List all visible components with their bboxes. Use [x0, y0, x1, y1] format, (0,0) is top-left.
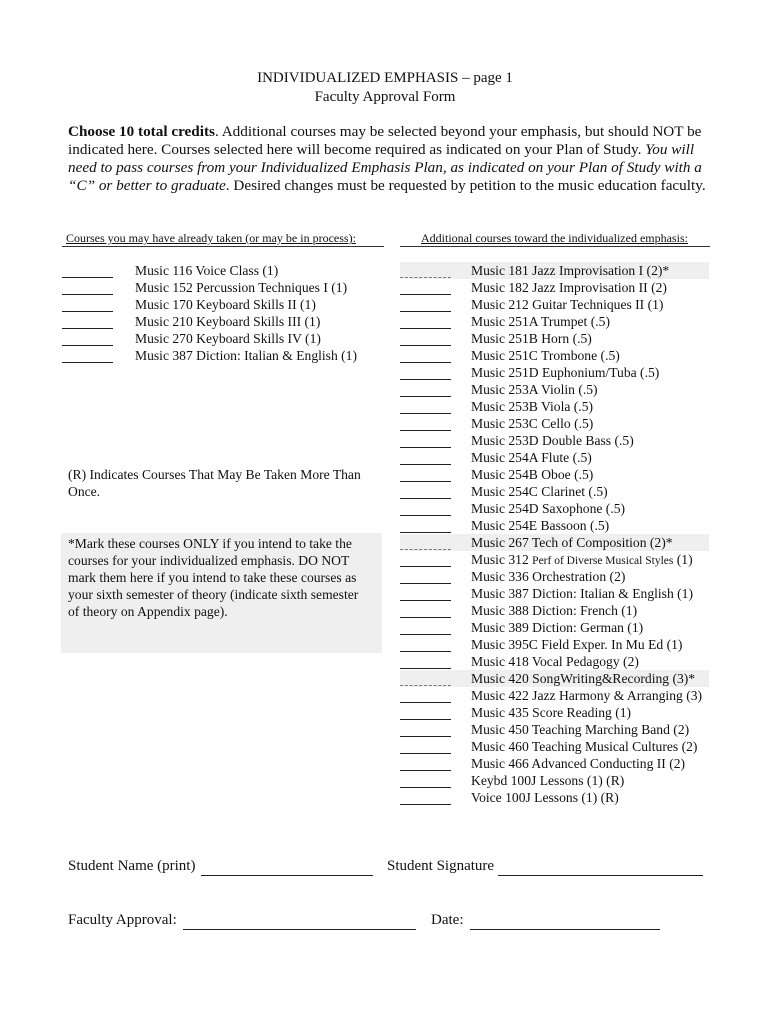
course-label: Music 387 Diction: Italian & English (1): [471, 586, 694, 601]
course-row: [62, 347, 384, 364]
course-checkbox-blank[interactable]: [400, 396, 451, 397]
mark-note: *Mark these courses ONLY if you intend to take the courses for your individualized emphasis. DO NOT mark them here if you intend to take these courses as your sixth semester of theory (indicate sixth semester of theory on Appendix page).: [61, 533, 382, 653]
course-name: [471, 772, 624, 789]
instructions-text-1: . Additional courses may be selected beyond your emphasis, but should NOT be indicated here. Courses selected here will become required as indicated on your Plan of Study.: [68, 123, 702, 158]
course-row: [400, 772, 709, 789]
course-row: [400, 619, 709, 636]
course-checkbox-blank[interactable]: [400, 685, 451, 686]
course-name: [471, 313, 610, 330]
course-label: Music 435 Score Reading (1): [471, 705, 632, 720]
course-row: [400, 568, 709, 585]
course-name: [471, 296, 663, 313]
course-row: [400, 585, 709, 602]
course-name: [471, 738, 697, 755]
course-name: [471, 687, 702, 704]
course-checkbox-blank[interactable]: [400, 804, 451, 805]
course-row: [400, 500, 709, 517]
course-row: [400, 789, 709, 806]
course-row: [400, 347, 709, 364]
course-credit: (1): [673, 552, 693, 567]
course-name: [471, 517, 609, 534]
course-name: [135, 347, 357, 364]
course-label: Music 212 Guitar Techniques II (1): [471, 297, 664, 312]
course-label: Music 389 Diction: German (1): [471, 620, 644, 635]
course-label: Music 418 Vocal Pedagogy (2): [471, 654, 639, 669]
course-checkbox-blank[interactable]: [400, 498, 451, 499]
course-label: Music 254B Oboe (.5): [471, 467, 594, 482]
faculty-approval-field[interactable]: [183, 929, 416, 930]
course-label: Music 267 Tech of Composition (2)*: [471, 535, 673, 550]
left-column-heading: Courses you may have already taken (or may be in process):: [66, 231, 356, 245]
course-checkbox-blank[interactable]: [400, 702, 451, 703]
course-row: [400, 313, 709, 330]
course-name: [471, 364, 659, 381]
course-name: [471, 602, 637, 619]
course-name: [135, 279, 347, 296]
course-label: Music 253C Cello (.5): [471, 416, 594, 431]
course-checkbox-blank[interactable]: [400, 753, 451, 754]
course-name: [471, 670, 695, 687]
course-label: Music 253A Violin (.5): [471, 382, 598, 397]
course-label: Keybd 100J Lessons (1) (R): [471, 773, 625, 788]
course-label: Music 270 Keyboard Skills IV (1): [135, 331, 321, 346]
course-row: [400, 738, 709, 755]
course-checkbox-blank[interactable]: [62, 362, 113, 363]
student-name-field[interactable]: [201, 875, 373, 876]
course-row: [400, 517, 709, 534]
course-name: [471, 466, 593, 483]
course-label: Music 254A Flute (.5): [471, 450, 592, 465]
course-label: Music 254E Bassoon (.5): [471, 518, 610, 533]
course-name: [471, 653, 639, 670]
course-row: [62, 296, 384, 313]
course-row: [400, 636, 709, 653]
course-row: [400, 330, 709, 347]
instructions-italic: You will need to pass courses from your Individualized Emphasis Plan, as indicated on your Plan of Study with a “C” or better to graduate: [68, 141, 702, 194]
course-row: [400, 721, 709, 738]
course-row: [400, 602, 709, 619]
course-row: [400, 466, 709, 483]
instructions-bold: Choose 10 total credits: [68, 123, 215, 140]
course-label: Music 254C Clarinet (.5): [471, 484, 608, 499]
course-checkbox-blank[interactable]: [400, 617, 451, 618]
course-name: [471, 534, 673, 551]
course-checkbox-blank[interactable]: [400, 464, 451, 465]
course-name: [471, 262, 669, 279]
course-label-small: Perf of Diverse Musical Styles: [532, 555, 674, 567]
course-name: [471, 279, 667, 296]
course-checkbox-blank[interactable]: [400, 719, 451, 720]
course-row: [400, 279, 709, 296]
course-row: [400, 670, 709, 687]
course-row: [62, 330, 384, 347]
course-checkbox-blank[interactable]: [400, 481, 451, 482]
course-name: [471, 330, 592, 347]
course-checkbox-blank[interactable]: [400, 651, 451, 652]
course-checkbox-blank[interactable]: [400, 413, 451, 414]
course-checkbox-blank[interactable]: [400, 566, 451, 567]
course-label: Music 395C Field Exper. In Mu Ed (1): [471, 637, 683, 652]
course-name: [471, 449, 592, 466]
course-checkbox-blank[interactable]: [400, 668, 451, 669]
student-signature-label: Student Signature: [387, 858, 495, 874]
student-signature-field[interactable]: [498, 875, 703, 876]
left-heading-rule: [62, 246, 384, 247]
course-name: [135, 296, 316, 313]
course-checkbox-blank[interactable]: [400, 328, 451, 329]
course-checkbox-blank[interactable]: [400, 515, 451, 516]
course-label: Music 387 Diction: Italian & English (1): [135, 348, 358, 363]
course-name: [471, 347, 620, 364]
course-label: Music 450 Teaching Marching Band (2): [471, 722, 690, 737]
page-title: INDIVIDUALIZED EMPHASIS – page 1: [257, 70, 513, 86]
course-checkbox-blank[interactable]: [62, 294, 113, 295]
course-name: [471, 636, 682, 653]
course-checkbox-blank[interactable]: [400, 770, 451, 771]
course-checkbox-blank[interactable]: [400, 634, 451, 635]
course-row: [400, 432, 709, 449]
course-row: [400, 296, 709, 313]
course-row: [400, 364, 709, 381]
course-checkbox-blank[interactable]: [62, 277, 113, 278]
course-name: [471, 721, 689, 738]
course-checkbox-blank[interactable]: [400, 379, 451, 380]
course-label: Music 460 Teaching Musical Cultures (2): [471, 739, 698, 754]
course-label: Music 254D Saxophone (.5): [471, 501, 626, 516]
course-checkbox-blank[interactable]: [400, 447, 451, 448]
course-label: Music 388 Diction: French (1): [471, 603, 638, 618]
course-checkbox-blank[interactable]: [400, 532, 451, 533]
course-label: Music 182 Jazz Improvisation II (2): [471, 280, 667, 295]
course-checkbox-blank[interactable]: [400, 583, 451, 584]
course-name: [471, 500, 625, 517]
course-row: [400, 704, 709, 721]
course-name: [471, 432, 634, 449]
course-checkbox-blank[interactable]: [400, 600, 451, 601]
course-name: [135, 313, 320, 330]
date-label: Date:: [431, 912, 464, 928]
course-checkbox-blank[interactable]: [400, 294, 451, 295]
course-row: [400, 755, 709, 772]
course-name: [471, 585, 693, 602]
course-row: [62, 279, 384, 296]
course-label: Music 251D Euphonium/Tuba (.5): [471, 365, 660, 380]
course-name: [471, 619, 643, 636]
course-row: [400, 653, 709, 670]
repeat-note: (R) Indicates Courses That May Be Taken More Than Once.: [68, 467, 361, 499]
course-name: [471, 483, 608, 500]
course-label: Music 152 Percussion Techniques I (1): [135, 280, 348, 295]
faculty-approval-label: Faculty Approval:: [68, 912, 177, 928]
course-label: Voice 100J Lessons (1) (R): [471, 790, 619, 805]
course-label: Music 251B Horn (.5): [471, 331, 592, 346]
course-name: [471, 415, 593, 432]
course-name: [135, 262, 278, 279]
course-checkbox-blank[interactable]: [62, 311, 113, 312]
course-row: [400, 687, 709, 704]
course-label: Music 181 Jazz Improvisation I (2)*: [471, 263, 670, 278]
course-row: [400, 551, 709, 568]
course-label: Music 466 Advanced Conducting II (2): [471, 756, 686, 771]
right-heading-rule: [400, 246, 710, 247]
course-label: Music 422 Jazz Harmony & Arranging (3): [471, 688, 703, 703]
course-label: Music 210 Keyboard Skills III (1): [135, 314, 321, 329]
course-row: [62, 262, 384, 279]
right-column-heading: Additional courses toward the individualized emphasis:: [421, 231, 688, 245]
course-row: [62, 313, 384, 330]
course-checkbox-blank[interactable]: [62, 345, 113, 346]
student-name-label: Student Name (print): [68, 858, 196, 874]
course-checkbox-blank[interactable]: [400, 277, 451, 278]
course-checkbox-blank[interactable]: [62, 328, 113, 329]
course-label: Music 251A Trumpet (.5): [471, 314, 610, 329]
course-checkbox-blank[interactable]: [400, 345, 451, 346]
course-label: Music 116 Voice Class (1): [135, 263, 279, 278]
course-row: [400, 398, 709, 415]
page-subtitle: Faculty Approval Form: [314, 89, 456, 105]
course-row: [400, 381, 709, 398]
course-checkbox-blank[interactable]: [400, 549, 451, 550]
course-checkbox-blank[interactable]: [400, 362, 451, 363]
course-name: [471, 568, 625, 585]
course-name: [471, 381, 598, 398]
course-row: [400, 483, 709, 500]
course-name: [471, 789, 619, 806]
course-row: [400, 449, 709, 466]
course-label: Music 312: [471, 552, 533, 567]
instructions-text-2: . Desired changes must be requested by petition to the music education faculty.: [225, 177, 706, 194]
course-checkbox-blank[interactable]: [400, 311, 451, 312]
course-name: [471, 755, 685, 772]
course-label: Music 336 Orchestration (2): [471, 569, 626, 584]
course-label: Music 251C Trombone (.5): [471, 348, 620, 363]
course-label: Music 170 Keyboard Skills II (1): [135, 297, 316, 312]
course-label: Music 420 SongWriting&Recording (3)*: [471, 671, 696, 686]
course-row: [400, 415, 709, 432]
course-checkbox-blank[interactable]: [400, 430, 451, 431]
course-row: [400, 262, 709, 279]
course-checkbox-blank[interactable]: [400, 736, 451, 737]
course-label: Music 253D Double Bass (.5): [471, 433, 634, 448]
course-checkbox-blank[interactable]: [400, 787, 451, 788]
course-name: [471, 704, 631, 721]
date-field[interactable]: [470, 929, 660, 930]
course-label: Music 253B Viola (.5): [471, 399, 594, 414]
course-row: [400, 534, 709, 551]
course-name: [471, 398, 593, 415]
course-name: [135, 330, 321, 347]
instructions-paragraph: [68, 123, 708, 195]
